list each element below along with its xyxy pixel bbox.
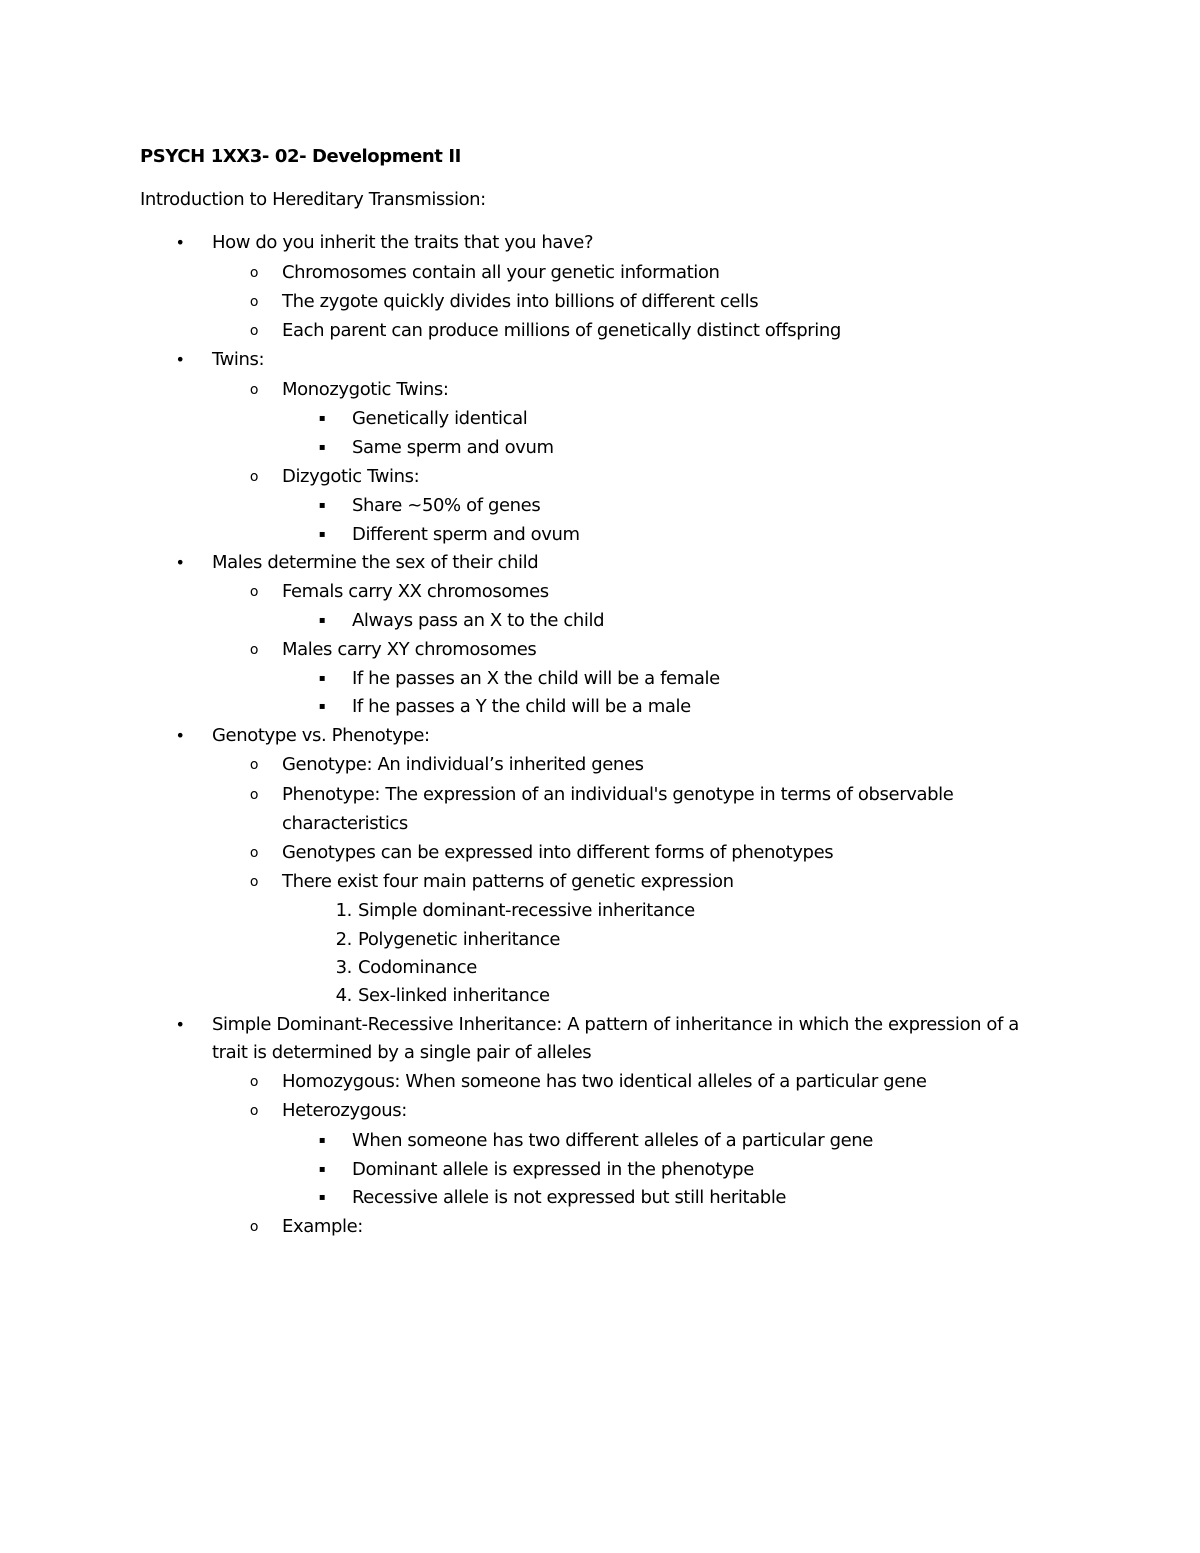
list-item: Homozygous: When someone has two identical alleles of a particular gene [282,1071,927,1092]
sub-bullet-marker: o [249,642,259,658]
sub-bullet-marker: o [249,1103,259,1119]
square-bullet-marker: ▪ [318,615,326,626]
list-item: Males determine the sex of their child [212,552,539,573]
square-bullet-marker: ▪ [318,1164,326,1175]
sub-bullet-marker: o [249,382,259,398]
square-bullet-marker: ▪ [318,1135,326,1146]
list-item: Share ~50% of genes [352,495,541,516]
sub-bullet-marker: o [249,323,259,339]
list-item: Monozygotic Twins: [282,379,449,400]
document-title: PSYCH 1XX3- 02- Development II [140,146,461,167]
list-item: The zygote quickly divides into billions of different cells [282,291,759,312]
bullet-marker: • [175,1015,185,1034]
section-heading: Introduction to Hereditary Transmission: [140,189,486,210]
list-number: 3. [335,957,352,978]
numbered-item: Sex-linked inheritance [358,985,550,1006]
sub-bullet-marker: o [249,757,259,773]
numbered-item: Codominance [358,957,477,978]
list-item: Different sperm and ovum [352,524,580,545]
bullet-marker: • [175,726,185,745]
list-number: 1. [335,900,352,921]
sub-bullet-marker: o [249,845,259,861]
list-item: Simple Dominant-Recessive Inheritance: A pattern of inheritance in which the expression of a [212,1014,1019,1035]
list-item: There exist four main patterns of genetic expression [282,871,734,892]
square-bullet-marker: ▪ [318,500,326,511]
numbered-item: Simple dominant-recessive inheritance [358,900,695,921]
list-item: Males carry XY chromosomes [282,639,537,660]
list-item-continuation: trait is determined by a single pair of alleles [212,1042,592,1063]
list-item: Dominant allele is expressed in the phenotype [352,1159,754,1180]
square-bullet-marker: ▪ [318,1192,326,1203]
list-item: Recessive allele is not expressed but still heritable [352,1187,787,1208]
list-item-continuation: characteristics [282,813,408,834]
square-bullet-marker: ▪ [318,701,326,712]
sub-bullet-marker: o [249,469,259,485]
list-item: If he passes a Y the child will be a male [352,696,691,717]
numbered-item: Polygenetic inheritance [358,929,561,950]
bullet-marker: • [175,233,185,252]
list-item: Same sperm and ovum [352,437,554,458]
list-item: Chromosomes contain all your genetic information [282,262,720,283]
bullet-marker: • [175,553,185,572]
sub-bullet-marker: o [249,787,259,803]
list-item: Genetically identical [352,408,528,429]
list-item: How do you inherit the traits that you have? [212,232,594,253]
list-item: Twins: [212,349,265,370]
list-number: 2. [335,929,352,950]
sub-bullet-marker: o [249,265,259,281]
list-item: Always pass an X to the child [352,610,605,631]
square-bullet-marker: ▪ [318,673,326,684]
list-item: Genotypes can be expressed into different forms of phenotypes [282,842,834,863]
list-item: Genotype: An individual’s inherited genes [282,754,644,775]
list-item: When someone has two different alleles of a particular gene [352,1130,873,1151]
list-item: Example: [282,1216,363,1237]
sub-bullet-marker: o [249,1074,259,1090]
list-item: Genotype vs. Phenotype: [212,725,430,746]
list-item: Femals carry XX chromosomes [282,581,549,602]
square-bullet-marker: ▪ [318,442,326,453]
list-item: Heterozygous: [282,1100,407,1121]
sub-bullet-marker: o [249,1219,259,1235]
sub-bullet-marker: o [249,874,259,890]
square-bullet-marker: ▪ [318,529,326,540]
list-item: If he passes an X the child will be a female [352,668,720,689]
sub-bullet-marker: o [249,584,259,600]
list-item: Dizygotic Twins: [282,466,420,487]
list-number: 4. [335,985,352,1006]
square-bullet-marker: ▪ [318,413,326,424]
list-item: Phenotype: The expression of an individual's genotype in terms of observable [282,784,954,805]
list-item: Each parent can produce millions of genetically distinct offspring [282,320,841,341]
bullet-marker: • [175,350,185,369]
sub-bullet-marker: o [249,294,259,310]
